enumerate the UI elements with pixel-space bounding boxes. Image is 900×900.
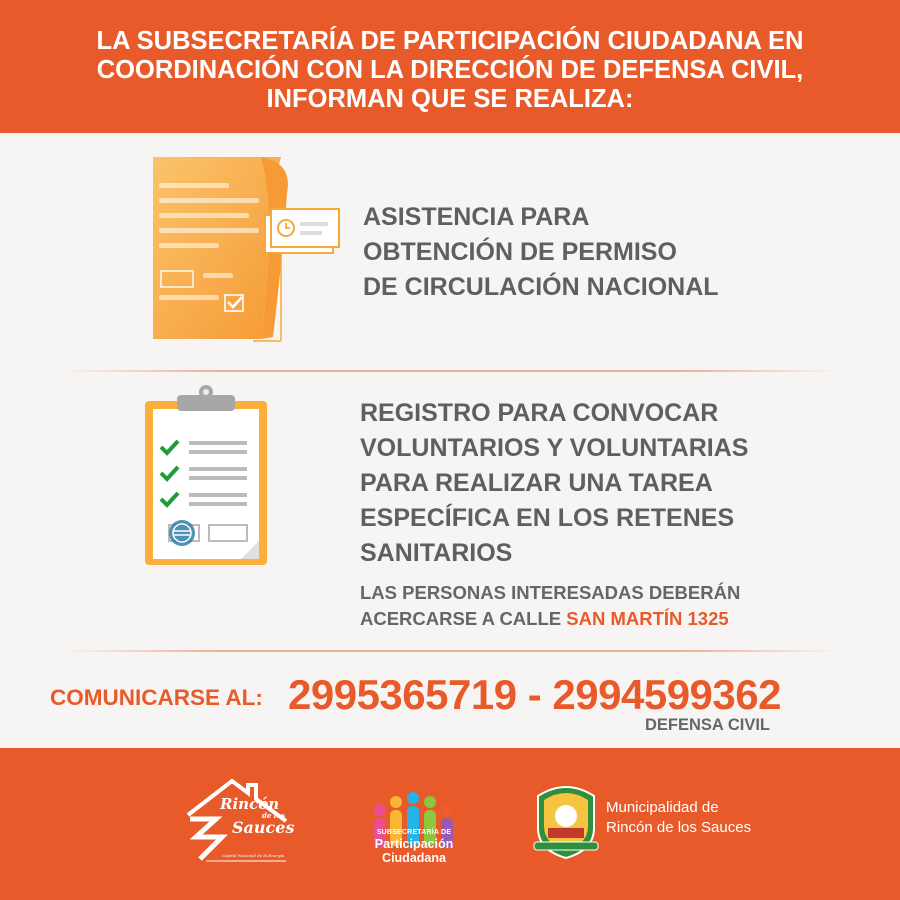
item-line: OBTENCIÓN DE PERMISO (363, 238, 677, 266)
note-prefix: ACERCARSE A CALLE (360, 608, 567, 629)
item-line: DE CIRCULACIÓN NACIONAL (363, 273, 719, 301)
contact-label: COMUNICARSE AL: (50, 685, 263, 710)
item-line: VOLUNTARIOS Y VOLUNTARIAS (360, 434, 749, 462)
header-line: LA SUBSECRETARÍA DE PARTICIPACIÓN CIUDADANA EN (96, 27, 804, 55)
divider (60, 370, 840, 372)
participacion-logo-text (352, 828, 476, 865)
header-line: INFORMAN QUE SE REALIZA: (266, 85, 634, 113)
divider (60, 650, 840, 652)
clipboard-checklist-icon (141, 383, 271, 568)
note-line (360, 606, 740, 632)
municipalidad-line: Municipalidad de (606, 799, 719, 816)
participacion-line: Ciudadana (382, 851, 446, 865)
service-item-permiso (363, 200, 719, 305)
rincon-logo-tagline: Capital Nacional de la Energía (222, 853, 285, 858)
item-line: ASISTENCIA PARA (363, 203, 590, 231)
note-line: LAS PERSONAS INTERESADAS DEBERÁN (360, 582, 741, 603)
item-line: REGISTRO PARA CONVOCAR (360, 399, 719, 427)
municipalidad-line: Rincón de los Sauces (606, 819, 752, 836)
municipalidad-name (606, 798, 751, 838)
header-line: COORDINACIÓN CON LA DIRECCIÓN DE DEFENSA CIVIL, (96, 56, 804, 84)
participacion-line: SUBSECRETARÍA DE (376, 829, 452, 836)
item-line: PARA REALIZAR UNA TAREA (360, 469, 713, 497)
phone-numbers: 2995365719 - 2994599362 (288, 671, 781, 718)
address-highlight: SAN MARTÍN 1325 (566, 608, 729, 629)
item-line: ESPECÍFICA EN LOS RETENES (360, 504, 735, 532)
document-certificate-icon (143, 153, 343, 343)
rincon-logo-text: Rincón (220, 795, 280, 813)
rincon-logo-text: Sauces (232, 818, 295, 837)
phone-caption: DEFENSA CIVIL (645, 716, 770, 734)
rincon-logo-text: de los (262, 811, 286, 820)
participacion-line: Participación (374, 837, 454, 851)
service-item-voluntarios (360, 396, 748, 571)
header-banner (0, 0, 900, 133)
item-line: SANITARIOS (360, 539, 513, 567)
address-note (360, 580, 740, 632)
municipal-coat-of-arms-icon (528, 780, 604, 860)
